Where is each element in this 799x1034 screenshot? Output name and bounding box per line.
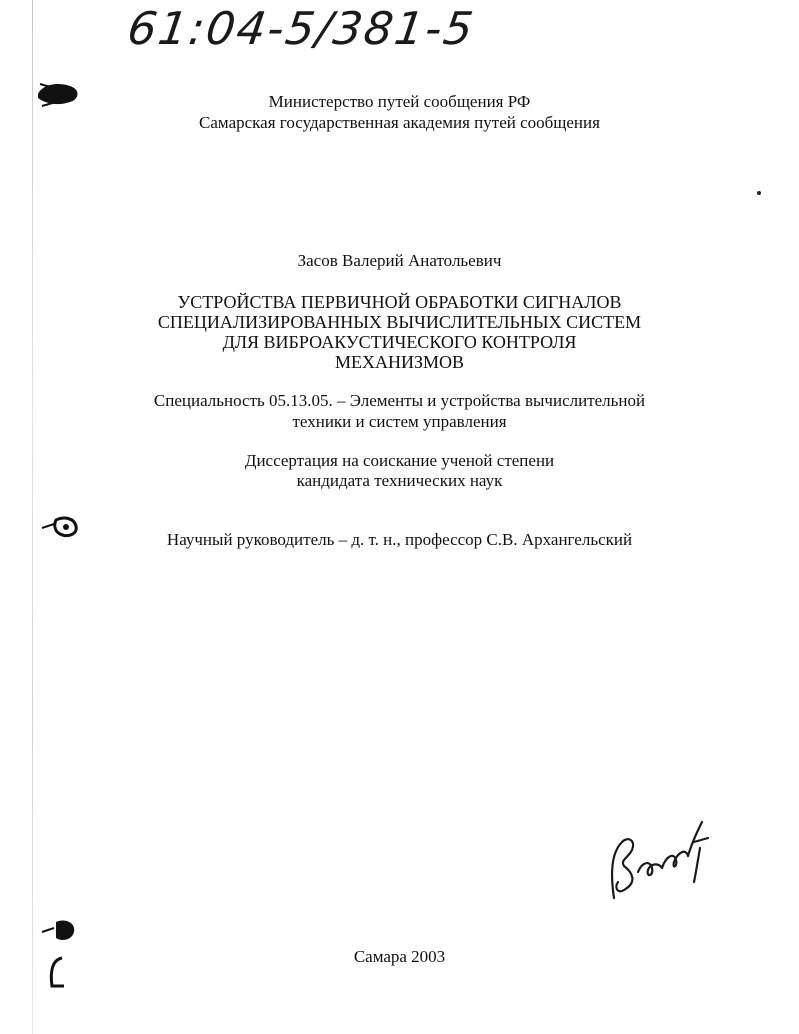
dissertation-title-line-3: ДЛЯ ВИБРОАКУСТИЧЕСКОГО КОНТРОЛЯ — [222, 332, 577, 352]
scan-speck — [756, 190, 762, 196]
place-year: Самара 2003 — [353, 947, 446, 966]
ministry-line: Министерство путей сообщения РФ — [268, 92, 531, 111]
dissertation-title-line-1: УСТРОЙСТВА ПЕРВИЧНОЙ ОБРАБОТКИ СИГНАЛОВ — [177, 292, 622, 312]
degree-line-1: Диссертация на соискание ученой степени — [244, 451, 555, 470]
degree-line-2: кандидата технических наук — [296, 471, 503, 490]
academy-line: Самарская государственная академия путей сообщения — [199, 113, 600, 132]
specialty-line-2: техники и систем управления — [292, 412, 507, 431]
handwritten-archive-code: 61:04-5/381-5 — [124, 2, 479, 55]
author-name: Засов Валерий Анатольевич — [297, 251, 502, 270]
supervisor-line: Научный руководитель – д. т. н., профессор С.В. Архангельский — [166, 530, 633, 549]
specialty-line-1: Специальность 05.13.05. – Элементы и устройства вычислительной — [153, 391, 646, 410]
scan-edge-line — [32, 0, 33, 1034]
handwritten-signature — [602, 812, 712, 902]
dissertation-title-line-4: МЕХАНИЗМОВ — [334, 352, 465, 372]
dissertation-title-line-2: СПЕЦИАЛИЗИРОВАННЫХ ВЫЧИСЛИТЕЛЬНЫХ СИСТЕМ — [157, 312, 642, 332]
